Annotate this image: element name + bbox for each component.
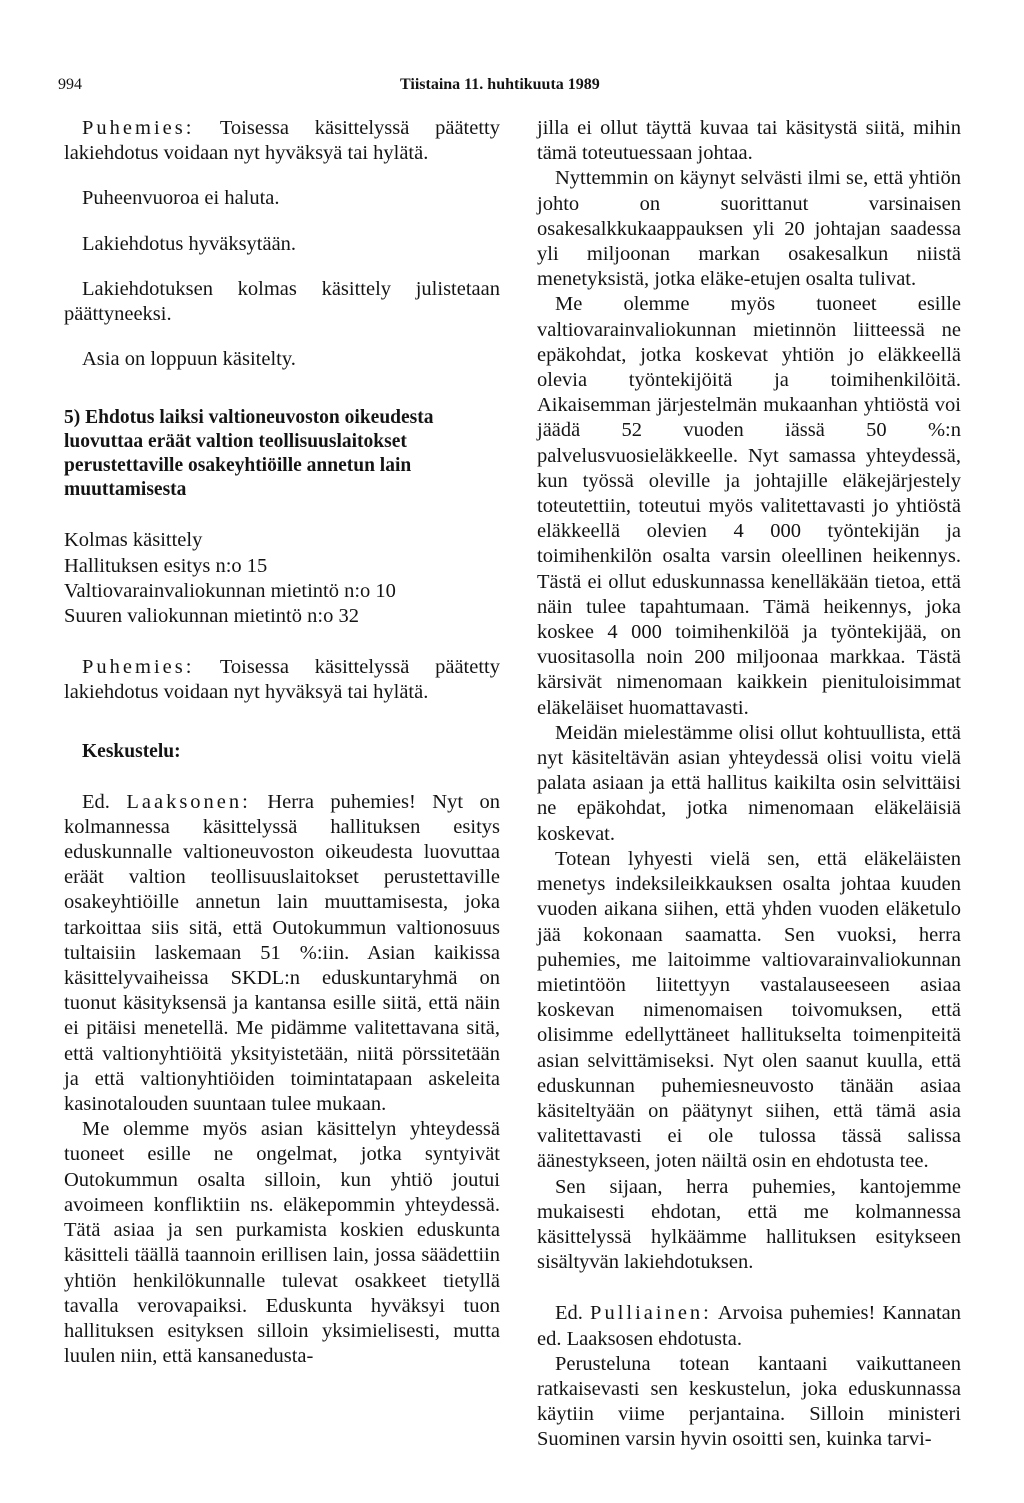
speaker-name: Puhemies: [82, 117, 195, 139]
speech-paragraph: Puhemies: Toisessa käsittelyssä päätetty lakiehdotus voidaan nyt hyväksyä tai hylätä. [64, 656, 500, 704]
text-paragraph: Asia on loppuun käsitelty. [82, 348, 296, 371]
text-paragraph: Perusteluna totean kantaani vaikuttaneen ratkaisevasti sen keskustelun, joka eduskunnassa käytiin viime perjantaina. Silloin ministeri Suominen varsin hyvin osoitti sen, kuinka tarvi- [537, 1352, 961, 1451]
text-paragraph: Sen sijaan, herra puhemies, kantojemme mukaisesti ehdotan, että me kolmannessa käsittelyssä hylkäämme hallituksen esitykseen sisältyvän lakiehdotuksen. [537, 1175, 961, 1274]
speech-paragraph: Ed. Laaksonen: Herra puhemies! Nyt on kolmannessa käsittelyssä hallituksen esitys eduskunnalle valtioneuvoston oikeudesta luovuttaa eräät valtion teollisuuslaitokset perustettaville osakeyhtiöille annetun lain muuttamisesta, joka tarkoittaa siis sitä, että Outokummun valtionosuus tultaisiin laskemaan 51 %:iin. Asian kaikissa käsittelyvaiheissa SKDL:n eduskuntaryhmä on tuonut käsityksensä ja kantansa esille siitä, että näin ei pitäisi menetellä. Me pidämme valitettavana sitä, että valtionyhtiöitä yksityistetään, niitä pörssitetään ja että valtionyhtiöiden toimintatapaan askeleita kasinotalouden suuntaan tulee mukaan. [64, 790, 500, 1116]
text-paragraph: Meidän mielestämme olisi ollut kohtuullista, että nyt käsiteltävän asian yhteydessä olisi voitu vielä palata asiaan ja että hallitus kaikilta osin selvittäisi ne epäkohdat, jotka nimenomaan eläkeläisiä koskevat. [537, 721, 961, 845]
document-reference: Hallituksen esitys n:o 15 [64, 554, 268, 577]
document-reference: Suuren valiokunnan mietintö n:o 32 [64, 605, 359, 628]
right-column [537, 116, 961, 1453]
text-paragraph: jilla ei ollut täyttä kuvaa tai käsitystä siitä, mihin tämä toteutuessaan johtaa. [537, 117, 961, 165]
page-number: 994 [58, 76, 82, 93]
running-header-date: Tiistaina 11. huhtikuuta 1989 [400, 76, 600, 93]
document-reference: Valtiovarainvaliokunnan mietintö n:o 10 [64, 579, 396, 602]
discussion-heading: Keskustelu: [82, 740, 181, 762]
speaker-name: Puhemies: [82, 656, 195, 679]
text-paragraph: Lakiehdotuksen kolmas käsittely julistetaan päättyneeksi. [64, 277, 500, 326]
left-column [64, 116, 500, 1369]
text-paragraph: Nyttemmin on käynyt selvästi ilmi se, että yhtiön johto on suorittanut varsinaisen osakesalkkukaappauksen yli 20 johtajan saadessa yli miljoonan markan osakesalkun niistä menetyksistä, jotka eläke-etujen osalta tulivat. [537, 167, 961, 291]
speaker-name: Pulliainen: [590, 1302, 712, 1325]
agenda-item-heading: 5) Ehdotus laiksi valtioneuvoston oikeudesta luovuttaa eräät valtion teollisuuslaitokset perustettaville osakeyhtiöille annetun lain muuttamisesta [64, 407, 434, 501]
speaker-name: Laaksonen: [126, 790, 251, 813]
document-reference: Kolmas käsittely [64, 529, 203, 552]
text-paragraph: Me olemme myös asian käsittelyn yhteydessä tuoneet esille ne ongelmat, jotka syntyivät Outokummun osalta silloin, kun yhtiö joutui avoimeen konfliktiin ns. eläkepommin yhteydessä. Tätä asiaa ja sen purkamista koskien eduskunta käsitteli täällä taannoin erillisen lain, jossa säädettiin yhtiön henkilökunnalle tulevat osakkeet tietyllä tavalla verovapaiksi. Eduskunta hyväksyi tuon hallituksen esityksen silloin yksimielisesti, mutta luulen niin, että kansanedusta- [64, 1118, 500, 1368]
text-paragraph: Totean lyhyesti vielä sen, että eläkeläisten menetys indeksileikkauksen osalta johtaa kuuden vuoden aikana siihen, että yhden vuoden eläketulo jää kokonaan saamatta. Sen vuoksi, herra puhemies, me laitoimme valtiovarainvaliokunnan mietintöön liitettyyn vastalauseeseen asiaa koskevan nimenomaisen toivomuksen, että olisimme edellyttäneet hallitukselta toimenpiteitä asian selvittämiseksi. Nyt olen saanut kuulla, että eduskunnan puhemiesneuvosto tänään asiaa käsiteltyään on päätynyt siihen, että tämä asia valitettavasti ei ole tulossa tässä salissa äänestykseen, joten näiltä osin en ehdotusta tee. [537, 847, 961, 1173]
speech-paragraph: Ed. Pulliainen: Arvoisa puhemies! Kannatan ed. Laaksosen ehdotusta. [537, 1302, 961, 1350]
speech-paragraph: Puhemies: Toisessa käsittelyssä päätetty lakiehdotus voidaan nyt hyväksyä tai hylätä. [64, 117, 500, 165]
text-paragraph: Puheenvuoroa ei haluta. [82, 187, 280, 210]
text-paragraph: Me olemme myös tuoneet esille valtiovarainvaliokunnan mietinnön liitteessä ne epäkohdat, jotka koskevat yhtiön jo eläkkeellä olevia työntekijöitä ja toimihenkilöitä. Aikaisemman järjestelmän mukaanhan yhtiöstä voi jäädä 52 vuoden iässä 50 %:n palvelusvuosieläkkeelle. Nyt samassa yhteydessä, kun työssä oleville ja johtajille eläkejärjestely toteutettiin, toteutui myös valitettavasti jo yhtiöstä eläkkeellä olevien 4 000 työntekijän ja toimihenkilön osalta varsin oleellinen heikennys. Tästä ei ollut eduskunnassa kenelläkään tietoa, että näin tulee tapahtumaan. Tämä heikennys, joka koskee 4 000 toimihenkilöä ja työntekijää, on vuositasolla noin 200 miljoonaa markkaa. Tästä kärsivät nimenomaan kaikkein pienituloisimmat eläkeläiset huomattavasti. [537, 293, 961, 719]
text-paragraph: Lakiehdotus hyväksytään. [82, 232, 297, 255]
